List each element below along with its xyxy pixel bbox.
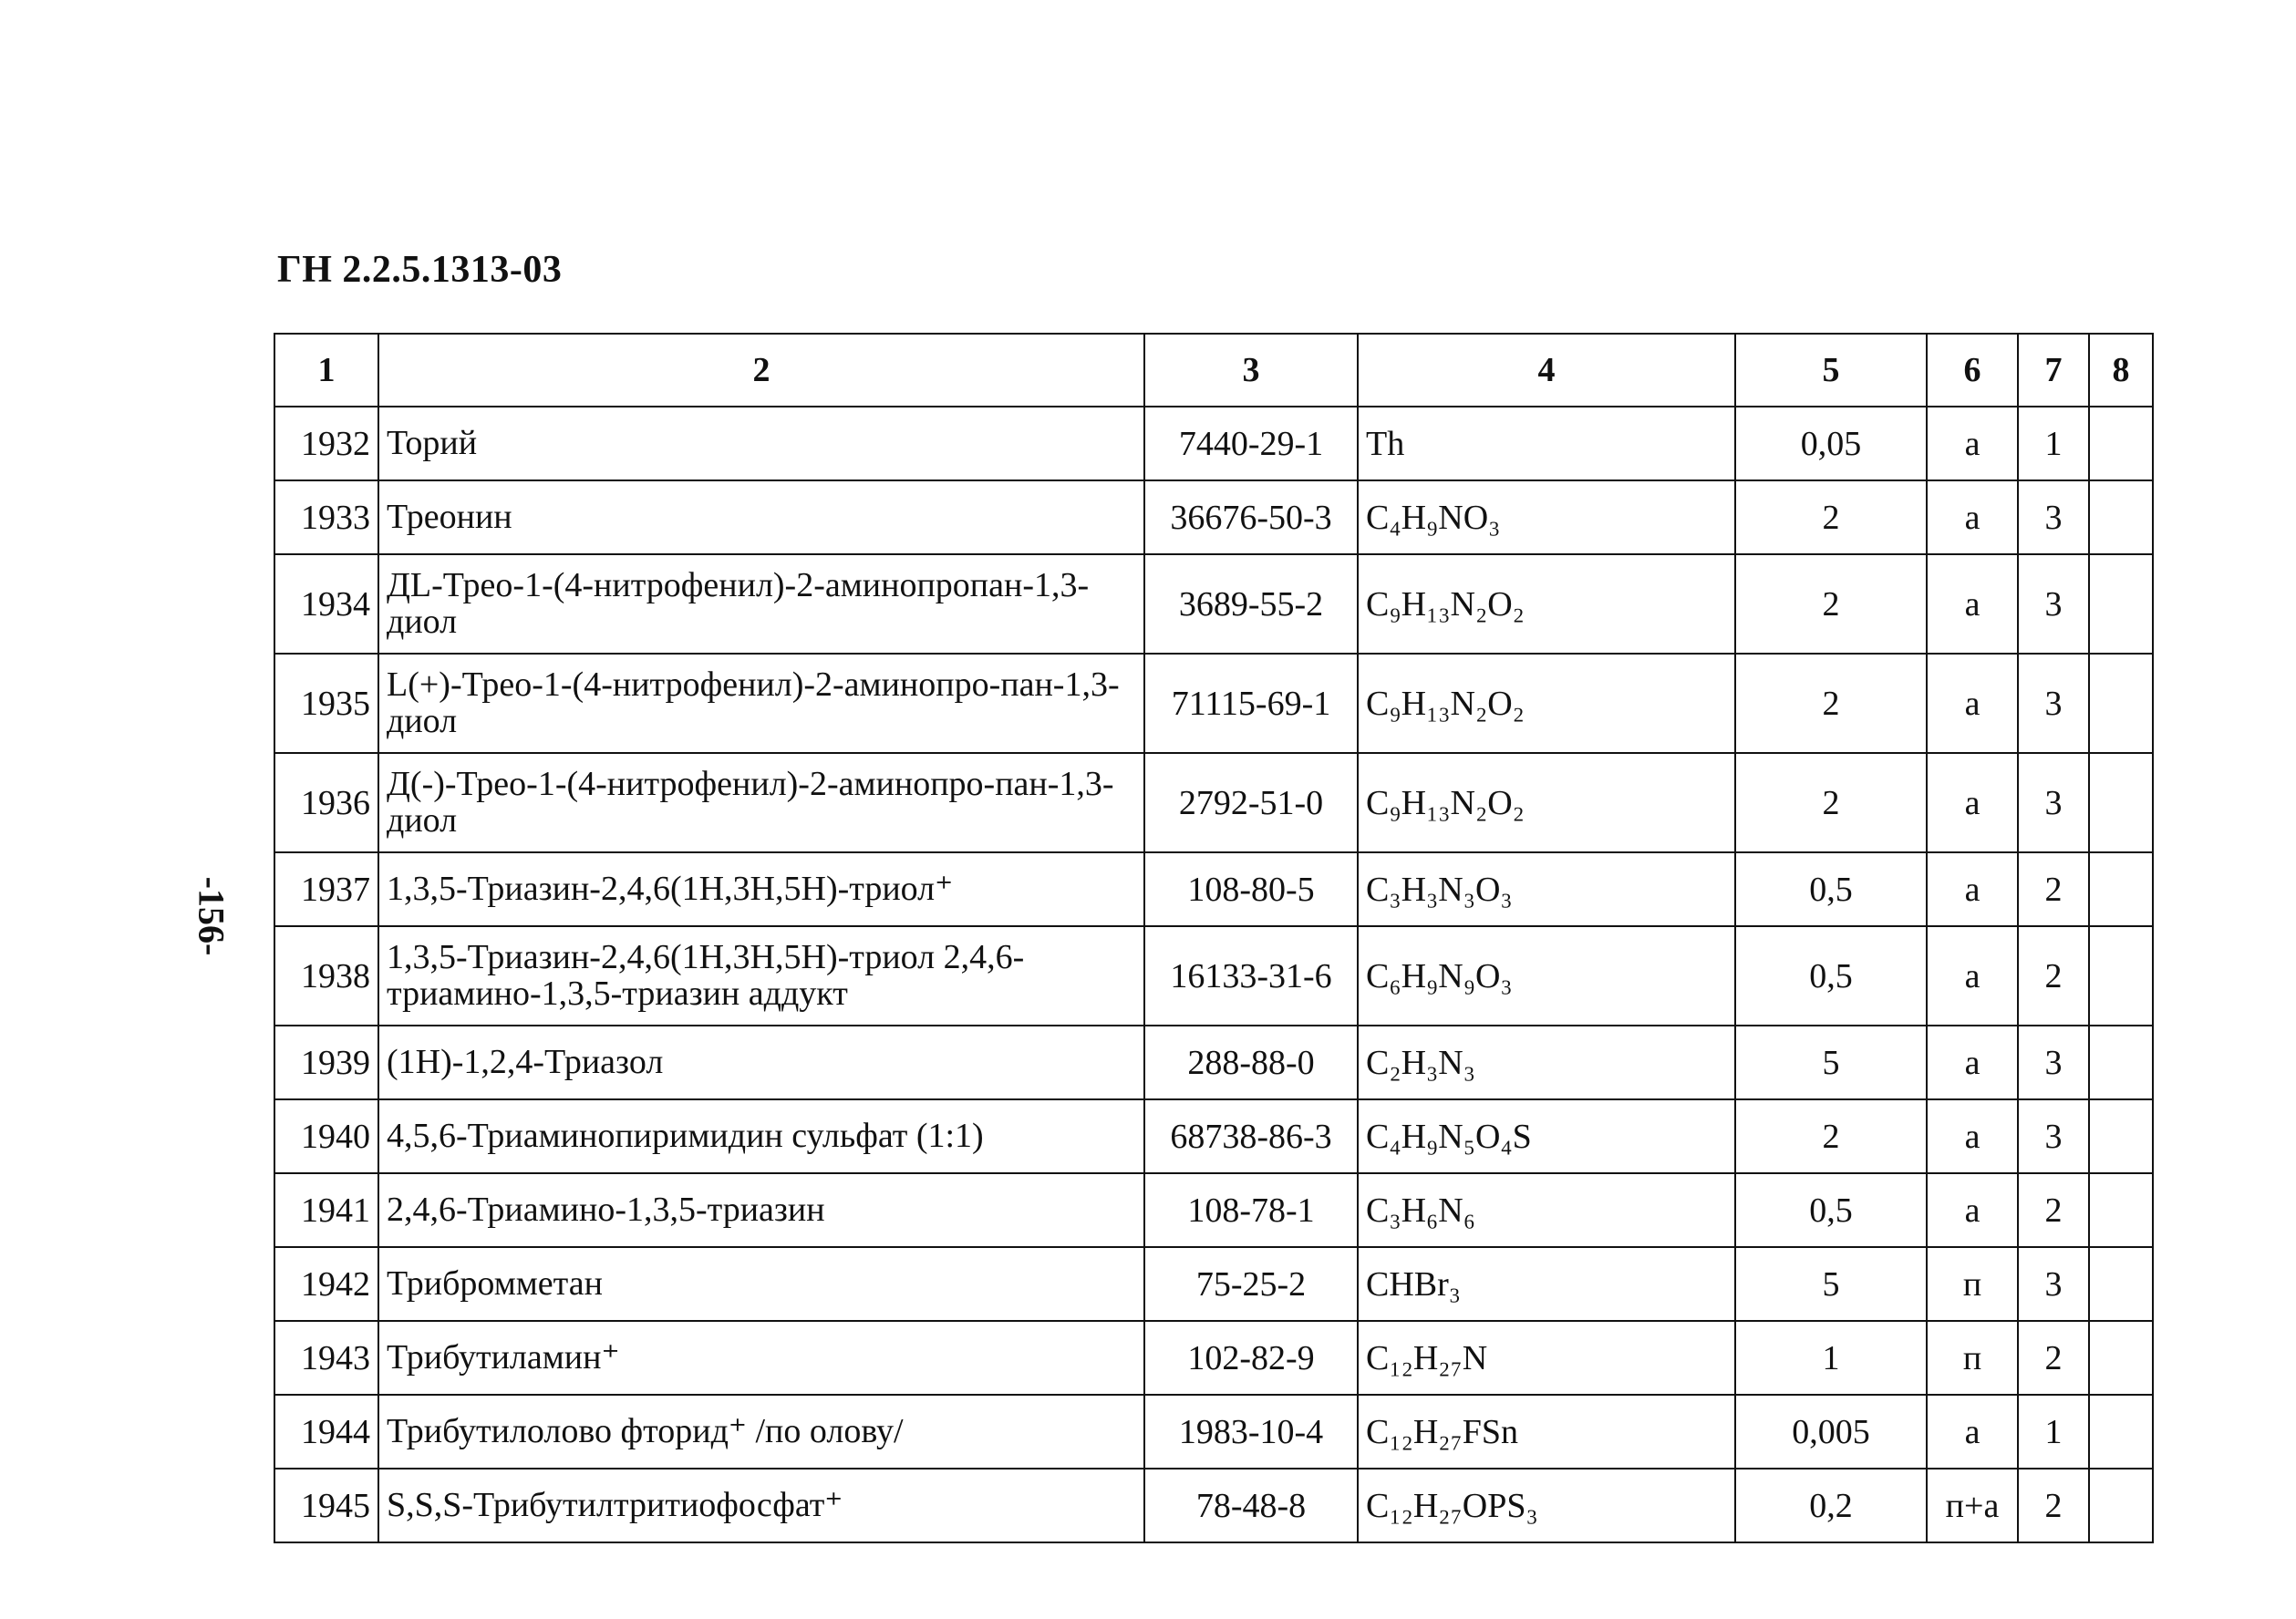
chemical-formula: C₆H₉N₉O₃	[1358, 926, 1735, 1026]
note-cell	[2089, 1173, 2153, 1247]
aggregate-state: а	[1927, 1173, 2018, 1247]
chemical-formula: CHBr₃	[1358, 1247, 1735, 1321]
row-number: 1942	[274, 1247, 378, 1321]
cas-number: 78-48-8	[1144, 1469, 1358, 1542]
substance-name: 1,3,5-Триазин-2,4,6(1Н,3Н,5Н)-триол⁺	[378, 852, 1144, 926]
hazard-class: 1	[2018, 1395, 2089, 1469]
table-row	[274, 407, 2153, 480]
row-number: 1941	[274, 1173, 378, 1247]
substance-table	[274, 333, 2154, 1543]
cas-number: 16133-31-6	[1144, 926, 1358, 1026]
substance-name: Торий	[378, 407, 1144, 480]
column-header: 8	[2089, 334, 2153, 407]
chemical-formula: C₂H₃N₃	[1358, 1026, 1735, 1099]
cas-number: 3689-55-2	[1144, 554, 1358, 654]
note-cell	[2089, 554, 2153, 654]
note-cell	[2089, 926, 2153, 1026]
cas-number: 288-88-0	[1144, 1026, 1358, 1099]
note-cell	[2089, 480, 2153, 554]
cas-number: 2792-51-0	[1144, 753, 1358, 852]
aggregate-state: а	[1927, 753, 2018, 852]
hazard-class: 2	[2018, 926, 2089, 1026]
chemical-formula: C₃H₃N₃O₃	[1358, 852, 1735, 926]
limit-value: 1	[1735, 1321, 1927, 1395]
row-number: 1943	[274, 1321, 378, 1395]
chemical-formula: C₁₂H₂₇FSn	[1358, 1395, 1735, 1469]
aggregate-state: п	[1927, 1321, 2018, 1395]
document-code: ГН 2.2.5.1313-03	[277, 249, 563, 291]
cas-number: 36676-50-3	[1144, 480, 1358, 554]
chemical-formula: C₄H₉NO₃	[1358, 480, 1735, 554]
limit-value: 5	[1735, 1026, 1927, 1099]
row-number: 1936	[274, 753, 378, 852]
hazard-class: 2	[2018, 1469, 2089, 1542]
chemical-formula: C₉H₁₃N₂O₂	[1358, 554, 1735, 654]
aggregate-state: а	[1927, 480, 2018, 554]
table-row	[274, 1321, 2153, 1395]
hazard-class: 2	[2018, 1321, 2089, 1395]
substance-name: Д(-)-Трео-1-(4-нитрофенил)-2-аминопро-пан-1,3-диол	[378, 753, 1144, 852]
aggregate-state: а	[1927, 654, 2018, 753]
limit-value: 2	[1735, 480, 1927, 554]
column-header: 1	[274, 334, 378, 407]
row-number: 1935	[274, 654, 378, 753]
hazard-class: 3	[2018, 1026, 2089, 1099]
hazard-class: 3	[2018, 753, 2089, 852]
hazard-class: 3	[2018, 554, 2089, 654]
hazard-class: 3	[2018, 480, 2089, 554]
chemical-formula: C₉H₁₃N₂O₂	[1358, 654, 1735, 753]
chemical-formula: C₁₂H₂₇N	[1358, 1321, 1735, 1395]
limit-value: 2	[1735, 554, 1927, 654]
limit-value: 0,05	[1735, 407, 1927, 480]
cas-number: 75-25-2	[1144, 1247, 1358, 1321]
note-cell	[2089, 753, 2153, 852]
hazard-class: 1	[2018, 407, 2089, 480]
substance-name: 1,3,5-Триазин-2,4,6(1Н,3Н,5Н)-триол 2,4,6-триамино-1,3,5-триазин аддукт	[378, 926, 1144, 1026]
row-number: 1945	[274, 1469, 378, 1542]
limit-value: 5	[1735, 1247, 1927, 1321]
table-row	[274, 1026, 2153, 1099]
substance-name: Треонин	[378, 480, 1144, 554]
column-header: 7	[2018, 334, 2089, 407]
row-number: 1933	[274, 480, 378, 554]
cas-number: 1983-10-4	[1144, 1395, 1358, 1469]
table-row	[274, 480, 2153, 554]
aggregate-state: п	[1927, 1247, 2018, 1321]
substance-name: (1Н)-1,2,4-Триазол	[378, 1026, 1144, 1099]
aggregate-state: а	[1927, 926, 2018, 1026]
table-row	[274, 1469, 2153, 1542]
note-cell	[2089, 1469, 2153, 1542]
column-header: 3	[1144, 334, 1358, 407]
substance-name: Трибутилолово фторид⁺ /по олову/	[378, 1395, 1144, 1469]
aggregate-state: а	[1927, 554, 2018, 654]
limit-value: 0,2	[1735, 1469, 1927, 1542]
column-header: 2	[378, 334, 1144, 407]
limit-value: 0,5	[1735, 926, 1927, 1026]
table-row	[274, 852, 2153, 926]
table-row	[274, 1173, 2153, 1247]
chemical-formula: C₁₂H₂₇OPS₃	[1358, 1469, 1735, 1542]
row-number: 1940	[274, 1099, 378, 1173]
note-cell	[2089, 1026, 2153, 1099]
hazard-class: 2	[2018, 1173, 2089, 1247]
column-header: 5	[1735, 334, 1927, 407]
aggregate-state: а	[1927, 1026, 2018, 1099]
note-cell	[2089, 1099, 2153, 1173]
limit-value: 0,5	[1735, 852, 1927, 926]
substance-name: ДL-Трео-1-(4-нитрофенил)-2-аминопропан-1,3-диол	[378, 554, 1144, 654]
hazard-class: 3	[2018, 1099, 2089, 1173]
chemical-formula: C₄H₉N₅O₄S	[1358, 1099, 1735, 1173]
substance-name: Трибромметан	[378, 1247, 1144, 1321]
table-row	[274, 1247, 2153, 1321]
note-cell	[2089, 1247, 2153, 1321]
table-row	[274, 1099, 2153, 1173]
row-number: 1939	[274, 1026, 378, 1099]
cas-number: 108-78-1	[1144, 1173, 1358, 1247]
chemical-formula: C₉H₁₃N₂O₂	[1358, 753, 1735, 852]
row-number: 1944	[274, 1395, 378, 1469]
substance-name: 2,4,6-Триамино-1,3,5-триазин	[378, 1173, 1144, 1247]
note-cell	[2089, 407, 2153, 480]
aggregate-state: п+а	[1927, 1469, 2018, 1542]
row-number: 1934	[274, 554, 378, 654]
chemical-formula: Th	[1358, 407, 1735, 480]
note-cell	[2089, 852, 2153, 926]
column-header: 4	[1358, 334, 1735, 407]
limit-value: 2	[1735, 1099, 1927, 1173]
aggregate-state: а	[1927, 1395, 2018, 1469]
note-cell	[2089, 1321, 2153, 1395]
substance-name: Трибутиламин⁺	[378, 1321, 1144, 1395]
note-cell	[2089, 1395, 2153, 1469]
substance-name: L(+)-Трео-1-(4-нитрофенил)-2-аминопро-пан-1,3-диол	[378, 654, 1144, 753]
note-cell	[2089, 654, 2153, 753]
column-header: 6	[1927, 334, 2018, 407]
cas-number: 102-82-9	[1144, 1321, 1358, 1395]
aggregate-state: а	[1927, 852, 2018, 926]
aggregate-state: а	[1927, 407, 2018, 480]
aggregate-state: а	[1927, 1099, 2018, 1173]
row-number: 1937	[274, 852, 378, 926]
table-row	[274, 1395, 2153, 1469]
row-number: 1932	[274, 407, 378, 480]
cas-number: 108-80-5	[1144, 852, 1358, 926]
table-row	[274, 554, 2153, 654]
hazard-class: 3	[2018, 654, 2089, 753]
cas-number: 71115-69-1	[1144, 654, 1358, 753]
table-row	[274, 753, 2153, 852]
limit-value: 2	[1735, 654, 1927, 753]
substance-name: 4,5,6-Триаминопиримидин сульфат (1:1)	[378, 1099, 1144, 1173]
hazard-class: 2	[2018, 852, 2089, 926]
page-number: -156-	[191, 876, 233, 956]
table-row	[274, 926, 2153, 1026]
substance-name: S,S,S-Трибутилтритиофосфат⁺	[378, 1469, 1144, 1542]
row-number: 1938	[274, 926, 378, 1026]
limit-value: 0,005	[1735, 1395, 1927, 1469]
table-row	[274, 654, 2153, 753]
cas-number: 68738-86-3	[1144, 1099, 1358, 1173]
limit-value: 2	[1735, 753, 1927, 852]
chemical-formula: C₃H₆N₆	[1358, 1173, 1735, 1247]
cas-number: 7440-29-1	[1144, 407, 1358, 480]
header-row	[274, 334, 2153, 407]
limit-value: 0,5	[1735, 1173, 1927, 1247]
hazard-class: 3	[2018, 1247, 2089, 1321]
